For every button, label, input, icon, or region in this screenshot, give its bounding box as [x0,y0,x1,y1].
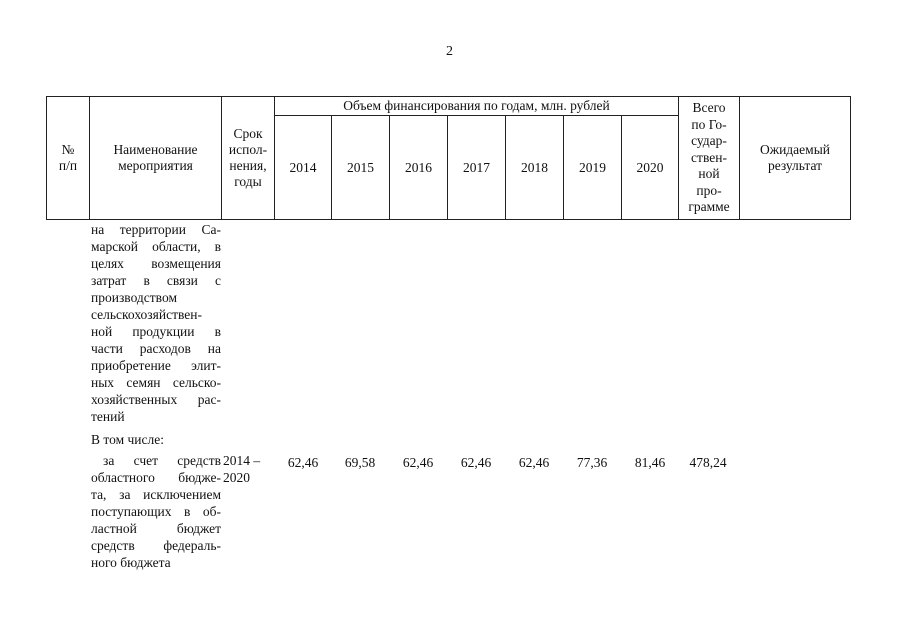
header-total-line: грамме [688,199,730,215]
header-financing-title: Объем финансирования по годам, млн. рублей [343,98,610,113]
header-name-line: Наименование [113,142,198,157]
header-total-line: судар- [691,133,727,149]
description-line: производством [91,290,178,305]
funding-term [223,452,260,486]
header-year-2019: 2019 [579,159,606,175]
description-line: на территории Са- [91,222,221,237]
funding-line: областного бюдже- [91,470,221,485]
value-total: 478,24 [689,455,727,470]
header-number-line: № [61,142,75,157]
description-line: приобретение элит- [91,358,221,373]
header-total-text [679,97,739,219]
header-year-2014: 2014 [289,159,317,175]
header-number-line: п/п [58,158,78,173]
header-term-line: испол- [228,142,268,157]
description-line: целях возмещения [91,256,221,271]
value-2019: 77,36 [576,455,608,470]
header-name-text [90,97,221,219]
header-total-line: ствен- [691,149,727,165]
value-2017: 62,46 [460,455,492,470]
funding-term-line: 2020 [223,470,250,485]
row-description [91,221,221,425]
funding-description [91,452,221,571]
header-term-line: годы [234,174,262,189]
funding-term-line: 2014 – [223,453,261,468]
funding-line: поступающих в об- [91,504,221,519]
value-2014: 62,46 [287,455,319,470]
header-year-2017: 2017 [463,159,490,175]
header-total-line: про- [696,182,722,198]
value-2016: 62,46 [402,455,434,470]
value-2015: 69,58 [344,455,376,470]
description-line: ных семян сельско- [91,375,221,390]
header-result-line: результат [767,158,823,173]
value-2020: 81,46 [634,455,666,470]
description-line: марской области, в [91,239,221,254]
funding-line: та, за исключением [91,487,221,502]
header-year-2018: 2018 [521,159,548,175]
description-line: затрат в связи с [91,273,221,288]
header-term-text [222,97,274,219]
header-total-line: ной [698,166,720,182]
header-result-line: Ожидаемый [760,142,830,157]
description-line: ной продукции в [91,324,221,339]
description-line: части расходов на [91,341,221,356]
header-result-text [740,97,850,219]
header-year-2016: 2016 [405,159,432,175]
header-number-text [47,97,89,219]
header-year-2020: 2020 [636,159,664,175]
header-total-line: Всего [692,100,726,116]
funding-line: ластной бюджет [91,521,221,536]
header-year-2015: 2015 [347,159,374,175]
description-line: хозяйственных рас- [91,392,221,407]
subheading: В том числе: [91,432,164,447]
funding-line: ного бюджета [91,555,171,570]
funding-line: средств федераль- [91,538,221,553]
description-line: тений [91,409,125,424]
header-name-line: мероприятия [118,158,193,173]
header-total-line: по Го- [691,116,727,132]
value-2018: 62,46 [518,455,550,470]
description-line: сельскохозяйствен- [91,307,202,322]
page-number: 2 [446,44,453,59]
funding-line: за счет средств [103,453,221,468]
header-term-line: Срок [233,126,263,141]
header-term-line: нения, [229,158,267,173]
